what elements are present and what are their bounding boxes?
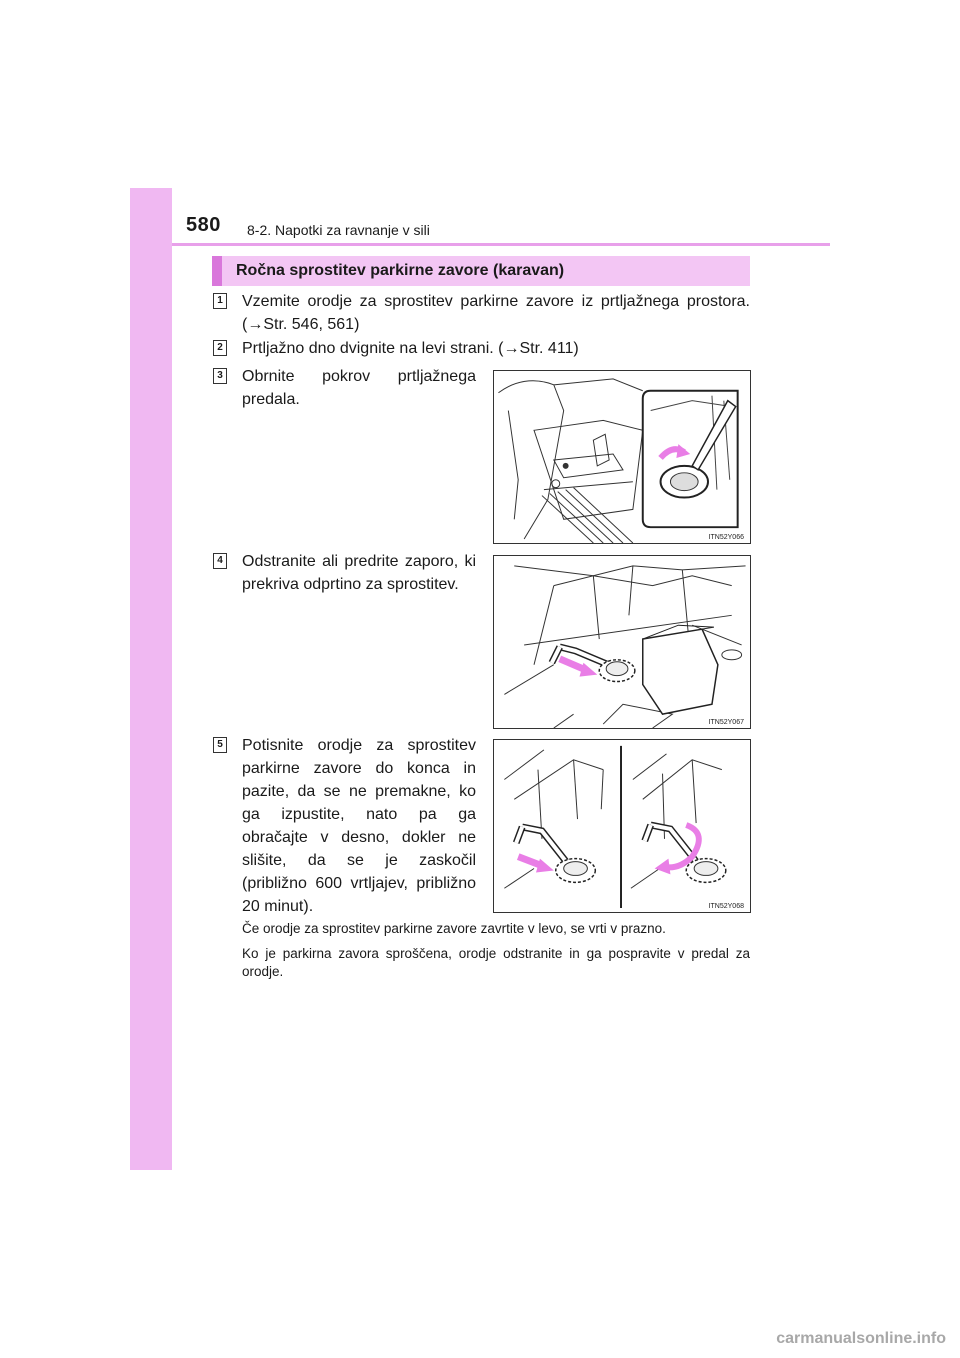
figure-code-5: ITN52Y068 bbox=[708, 903, 744, 910]
watermark: carmanualsonline.info bbox=[776, 1330, 946, 1347]
step-5-text: Potisnite orodje za sprostitev parkirne zavore do konca in pazite, da se ne premakne, ko ga izpustite, nato pa ga obračajte v desno, dokler ne slišite, da se je zaskočil (približno 600 vrtljajev, približno 20 minut). bbox=[242, 737, 476, 915]
figure-code-3: ITN52Y066 bbox=[708, 534, 744, 541]
release-hole-figure bbox=[493, 555, 751, 729]
release-hole-illustration bbox=[494, 556, 750, 728]
release-tool-figure bbox=[493, 739, 751, 913]
step-number-3: 3 bbox=[213, 368, 227, 384]
trunk-cover-illustration bbox=[494, 371, 750, 543]
section-title: Ročna sprostitev parkirne zavore (karavan) bbox=[212, 256, 750, 286]
step-2-text: Prtljažno dno dvignite na levi strani. (→Str. 411) bbox=[242, 340, 579, 357]
step-number-2: 2 bbox=[213, 340, 227, 356]
note-left-rotation: Če orodje za sprostitev parkirne zavore zavrtite v levo, se vrti v prazno. bbox=[242, 921, 666, 936]
step-3-text: Obrnite pokrov prtljažnega predala. bbox=[242, 368, 476, 408]
step-number-5: 5 bbox=[213, 737, 227, 753]
page-number: 580 bbox=[186, 214, 221, 236]
step-number-4: 4 bbox=[213, 553, 227, 569]
header-divider bbox=[172, 243, 830, 246]
step-number-1: 1 bbox=[213, 293, 227, 309]
step-4-text: Odstranite ali predrite zaporo, ki prekriva odprtino za sprostitev. bbox=[242, 553, 476, 593]
chapter-side-band bbox=[130, 188, 172, 1170]
trunk-cover-figure bbox=[493, 370, 751, 544]
figure-code-4: ITN52Y067 bbox=[708, 719, 744, 726]
chapter-title: 8-2. Napotki za ravnanje v sili bbox=[247, 222, 430, 238]
step-1-text: Vzemite orodje za sprostitev parkirne zavore iz prtljažnega prostora. (→Str. 546, 561) bbox=[242, 293, 750, 333]
release-tool-illustration bbox=[494, 740, 750, 912]
note-after-release: Ko je parkirna zavora sproščena, orodje odstranite in ga pospravite v predal za orodje. bbox=[242, 946, 750, 979]
